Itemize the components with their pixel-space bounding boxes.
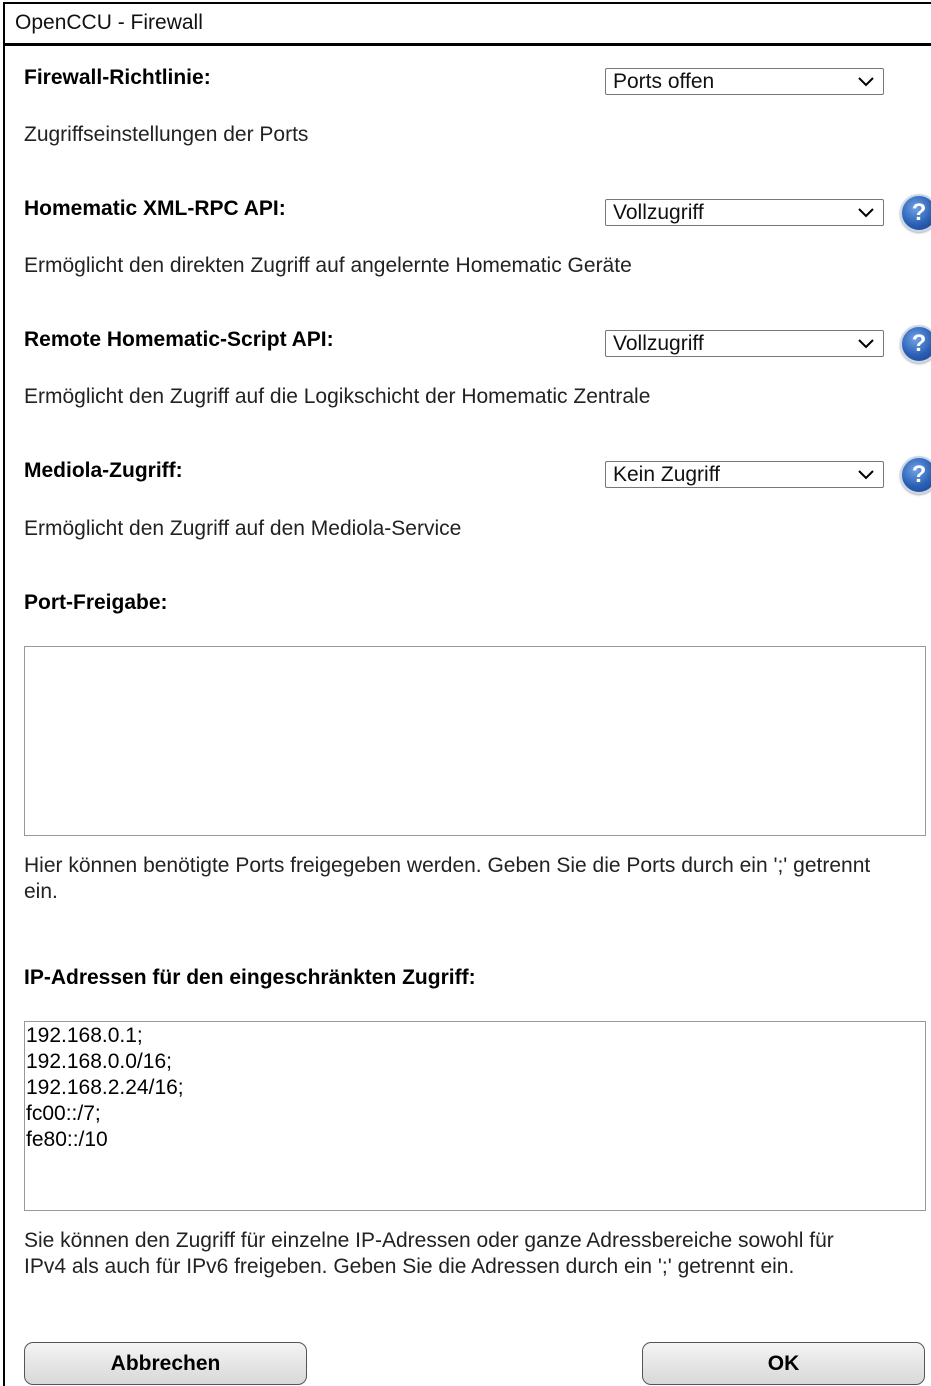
ip-line: 192.168.0.1;: [26, 1024, 143, 1047]
firewall-policy-label: Firewall-Richtlinie:: [24, 66, 211, 89]
help-icon[interactable]: ?: [900, 456, 931, 494]
ip-line: 192.168.2.24/16;: [26, 1076, 184, 1099]
port-release-description-line2: ein.: [24, 880, 58, 903]
chevron-down-icon: [857, 71, 875, 91]
firewall-policy-value: Ports offen: [613, 70, 715, 93]
window-title: OpenCCU - Firewall: [5, 4, 931, 46]
chevron-down-icon: [857, 202, 875, 222]
xmlrpc-api-select[interactable]: [605, 199, 884, 226]
firewall-policy-description: Zugriffseinstellungen der Ports: [24, 123, 309, 146]
xmlrpc-api-description: Ermöglicht den direkten Zugriff auf angelernte Homematic Geräte: [24, 254, 632, 277]
script-api-label: Remote Homematic-Script API:: [24, 328, 334, 351]
chevron-down-icon: [857, 333, 875, 353]
ip-restricted-input[interactable]: [24, 1021, 926, 1211]
script-api-value: Vollzugriff: [613, 332, 704, 355]
mediola-select[interactable]: [605, 461, 884, 488]
firewall-dialog: [3, 2, 931, 1386]
xmlrpc-api-label: Homematic XML-RPC API:: [24, 197, 286, 220]
ip-restricted-description-line2: IPv4 als auch für IPv6 freigeben. Geben Sie die Adressen durch ein ';' getrennt ein.: [24, 1255, 795, 1278]
cancel-button[interactable]: Abbrechen: [24, 1342, 307, 1385]
help-icon[interactable]: ?: [900, 194, 931, 232]
ok-button[interactable]: OK: [642, 1342, 925, 1385]
mediola-value: Kein Zugriff: [613, 463, 720, 486]
ip-line: 192.168.0.0/16;: [26, 1050, 172, 1073]
ip-restricted-label: IP-Adressen für den eingeschränkten Zugriff:: [24, 966, 476, 989]
port-release-label: Port-Freigabe:: [24, 591, 168, 614]
help-icon[interactable]: ?: [900, 325, 931, 363]
mediola-description: Ermöglicht den Zugriff auf den Mediola-Service: [24, 517, 462, 540]
mediola-label: Mediola-Zugriff:: [24, 459, 183, 482]
chevron-down-icon: [857, 464, 875, 484]
port-release-description-line1: Hier können benötigte Ports freigegeben werden. Geben Sie die Ports durch ein ';' getrennt: [24, 854, 871, 877]
script-api-select[interactable]: [605, 330, 884, 357]
port-release-input[interactable]: [24, 646, 926, 836]
xmlrpc-api-value: Vollzugriff: [613, 201, 704, 224]
ip-line: fc00::/7;: [26, 1102, 101, 1125]
firewall-policy-select[interactable]: [605, 68, 884, 95]
ip-line: fe80::/10: [26, 1128, 108, 1151]
script-api-description: Ermöglicht den Zugriff auf die Logikschicht der Homematic Zentrale: [24, 385, 651, 408]
ip-restricted-description-line1: Sie können den Zugriff für einzelne IP-Adressen oder ganze Adressbereiche sowohl für: [24, 1229, 834, 1252]
